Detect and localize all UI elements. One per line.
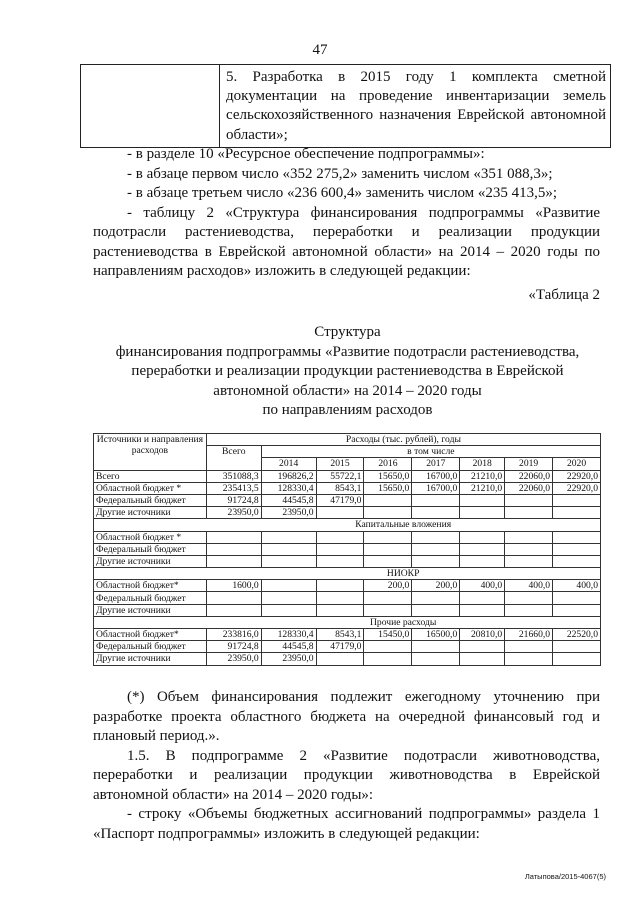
table-cell: 47179,0 <box>316 641 364 653</box>
row-label: Областной бюджет * <box>94 531 207 543</box>
table-cell <box>505 507 553 519</box>
table-row <box>94 629 601 641</box>
title-line: по направлениям расходов <box>262 402 433 418</box>
table-cell: 233816,0 <box>206 629 261 641</box>
table-cell <box>505 531 553 543</box>
table-cell: 351088,3 <box>206 470 261 482</box>
table-cell <box>364 507 412 519</box>
table-cell <box>412 543 460 555</box>
table-row <box>94 531 601 543</box>
year-header: 2018 <box>460 458 505 470</box>
row-label: Областной бюджет* <box>94 629 207 641</box>
table-cell: 44545,8 <box>261 641 316 653</box>
table-cell <box>553 507 601 519</box>
table-cell <box>316 531 364 543</box>
section-spacer <box>94 519 207 531</box>
table-cell <box>364 653 412 665</box>
title-line: автономной области» на 2014 – 2020 годы <box>213 382 482 399</box>
table-cell: 22060,0 <box>505 470 553 482</box>
line-abz3: - в абзаце третьем число «236 600,4» заменить числом «235 413,5»; <box>127 185 558 201</box>
footer-code: Латыпова/2015-4067(5) <box>524 872 606 881</box>
table-row <box>94 641 601 653</box>
table-cell <box>261 555 316 567</box>
table-cell <box>206 592 261 604</box>
section-spacer <box>94 568 207 580</box>
table-cell <box>412 555 460 567</box>
row-label: Областной бюджет* <box>94 580 207 592</box>
table-cell: 15650,0 <box>364 470 412 482</box>
table-cell <box>316 555 364 567</box>
table-cell <box>412 531 460 543</box>
table-cell <box>412 507 460 519</box>
table-cell <box>412 604 460 616</box>
table-cell <box>261 592 316 604</box>
header-source: Источники и направления расходов <box>94 434 207 471</box>
table-cell <box>553 592 601 604</box>
table-cell <box>206 555 261 567</box>
table-cell <box>553 494 601 506</box>
row-label: Другие источники <box>94 653 207 665</box>
table-row <box>94 592 601 604</box>
header-expenses: Расходы (тыс. рублей), годы <box>206 434 600 446</box>
table-cell <box>460 494 505 506</box>
table-cell <box>553 531 601 543</box>
year-header: 2014 <box>261 458 316 470</box>
table-cell <box>261 531 316 543</box>
table-cell: 16700,0 <box>412 482 460 494</box>
table-cell <box>505 653 553 665</box>
table-cell: 21210,0 <box>460 482 505 494</box>
section-header: Капитальные вложения <box>206 519 600 531</box>
table-cell <box>505 604 553 616</box>
table-cell: 400,0 <box>460 580 505 592</box>
table-cell <box>316 592 364 604</box>
table-cell: 21660,0 <box>505 629 553 641</box>
continued-table <box>80 64 611 148</box>
table-cell <box>364 604 412 616</box>
table-row <box>94 470 601 482</box>
table-cell: 400,0 <box>505 580 553 592</box>
table-cell <box>316 543 364 555</box>
year-header: 2019 <box>505 458 553 470</box>
table-cell: 23950,0 <box>261 507 316 519</box>
notes-block <box>93 688 600 844</box>
table-cell: 22920,0 <box>553 482 601 494</box>
table-cell <box>505 494 553 506</box>
row-label: Всего <box>94 470 207 482</box>
table-row <box>94 507 601 519</box>
header-including: в том числе <box>261 446 600 458</box>
table-cell: 23950,0 <box>206 507 261 519</box>
page-number: 47 <box>312 42 328 58</box>
row-label: Другие источники <box>94 604 207 616</box>
table-cell <box>364 592 412 604</box>
table-cell <box>261 604 316 616</box>
table-cell: 91724,8 <box>206 494 261 506</box>
item-5-text: 5. Разработка в 2015 году 1 комплекта сметной документации на проведение инвентаризации земель сельскохозяйственного назначения Еврейской автономной области»; <box>220 65 611 148</box>
table-cell <box>364 555 412 567</box>
table-cell <box>364 641 412 653</box>
table-cell: 8543,1 <box>316 482 364 494</box>
table-cell <box>364 494 412 506</box>
table-cell <box>261 580 316 592</box>
table-cell <box>460 543 505 555</box>
table-cell <box>505 592 553 604</box>
table-cell <box>364 531 412 543</box>
row-label: Федеральный бюджет <box>94 494 207 506</box>
title-line: переработки и реализации продукции растениеводства в Еврейской <box>131 363 564 379</box>
table-cell <box>505 555 553 567</box>
row-label: Областной бюджет * <box>94 482 207 494</box>
table-cell <box>460 555 505 567</box>
table-cell <box>460 592 505 604</box>
table-cell: 22920,0 <box>553 470 601 482</box>
table-row <box>94 555 601 567</box>
table-cell <box>553 641 601 653</box>
table-cell <box>412 494 460 506</box>
table-cell: 16700,0 <box>412 470 460 482</box>
line-section10: - в разделе 10 «Ресурсное обеспечение подпрограммы»: <box>127 146 485 162</box>
header-total: Всего <box>206 446 261 470</box>
footnote: (*) Объем финансирования подлежит ежегодному уточнению при разработке проекта областного бюджета на очередной финансовый год и плановый период.». <box>93 689 600 744</box>
table-cell <box>412 653 460 665</box>
year-header: 2017 <box>412 458 460 470</box>
table-cell <box>553 543 601 555</box>
paragraph-1-5: 1.5. В подпрограмме 2 «Развитие подотрасли животноводства, переработки и реализации продукции животноводства в Еврейской автономной области» на 2014 – 2020 годы»: <box>93 747 600 803</box>
table-cell <box>412 592 460 604</box>
table-cell <box>316 507 364 519</box>
table-cell: 8543,1 <box>316 629 364 641</box>
row-label: Другие источники <box>94 555 207 567</box>
section-spacer <box>94 616 207 628</box>
table-cell: 55722,1 <box>316 470 364 482</box>
table-cell: 16500,0 <box>412 629 460 641</box>
passport-line: - строку «Объемы бюджетных ассигнований подпрограммы» раздела 1 «Паспорт подпрограммы» изложить в следующей редакции: <box>93 806 600 842</box>
title-line: финансирования подпрограммы «Развитие подотрасли растениеводства, <box>115 343 580 360</box>
table-cell: 235413,5 <box>206 482 261 494</box>
year-header: 2020 <box>553 458 601 470</box>
year-header: 2016 <box>364 458 412 470</box>
table-cell: 91724,8 <box>206 641 261 653</box>
table-title <box>95 323 600 421</box>
table-cell <box>460 507 505 519</box>
table-cell: 200,0 <box>412 580 460 592</box>
table-cell: 22520,0 <box>553 629 601 641</box>
table-row <box>94 482 601 494</box>
table-cell <box>460 604 505 616</box>
line-abz1: - в абзаце первом число «352 275,2» заменить числом «351 088,3»; <box>127 165 553 182</box>
table-row <box>94 494 601 506</box>
table-cell <box>505 641 553 653</box>
table-row <box>94 604 601 616</box>
table-cell <box>460 641 505 653</box>
table-cell <box>206 543 261 555</box>
table-cell: 20810,0 <box>460 629 505 641</box>
table-cell <box>460 531 505 543</box>
section-header: Прочие расходы <box>206 616 600 628</box>
table-cell: 196826,2 <box>261 470 316 482</box>
table-cell: 128330,4 <box>261 629 316 641</box>
table-cell: 15450,0 <box>364 629 412 641</box>
table-cell <box>553 653 601 665</box>
table-cell <box>412 641 460 653</box>
table-row <box>94 653 601 665</box>
table-cell: 15650,0 <box>364 482 412 494</box>
year-header: 2015 <box>316 458 364 470</box>
table-cell <box>553 555 601 567</box>
table-cell: 1600,0 <box>206 580 261 592</box>
table-label: «Таблица 2 <box>528 287 600 303</box>
table-cell: 128330,4 <box>261 482 316 494</box>
section-header: НИОКР <box>206 568 600 580</box>
table-cell <box>316 604 364 616</box>
table-cell <box>364 543 412 555</box>
table-cell: 44545,8 <box>261 494 316 506</box>
line-table2: - таблицу 2 «Структура финансирования подпрограммы «Развитие подотрасли растениеводства, переработки и реализации продукции растениеводства в Еврейской автономной области» на 2014 – 2020 годы по направлениям расходов» изложить в следующей редакции: <box>93 204 600 279</box>
title-line: Структура <box>314 324 381 340</box>
table-cell <box>505 543 553 555</box>
table-cell: 23950,0 <box>206 653 261 665</box>
row-label: Федеральный бюджет <box>94 641 207 653</box>
table-cell <box>316 653 364 665</box>
table-cell: 47179,0 <box>316 494 364 506</box>
table-cell <box>316 580 364 592</box>
table-cell <box>206 604 261 616</box>
table-row <box>94 580 601 592</box>
table-cell <box>553 604 601 616</box>
table-cell: 22060,0 <box>505 482 553 494</box>
table-cell <box>460 653 505 665</box>
financing-table <box>93 433 601 666</box>
table-cell: 23950,0 <box>261 653 316 665</box>
table-cell: 200,0 <box>364 580 412 592</box>
table-cell <box>206 531 261 543</box>
table-row <box>94 543 601 555</box>
empty-cell <box>81 65 220 148</box>
row-label: Федеральный бюджет <box>94 543 207 555</box>
row-label: Другие источники <box>94 507 207 519</box>
table-cell: 21210,0 <box>460 470 505 482</box>
table-cell: 400,0 <box>553 580 601 592</box>
row-label: Федеральный бюджет <box>94 592 207 604</box>
table-cell <box>261 543 316 555</box>
